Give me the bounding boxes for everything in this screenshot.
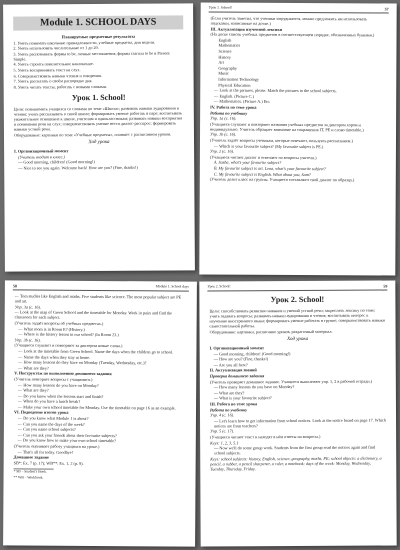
section-title: III. Работа по теме урока [209, 401, 258, 407]
section-line: — Can you name school subjects? [17, 426, 76, 433]
section-line: (Учитель оценивает работу учащихся на уроке.) [13, 443, 100, 450]
section-line: — How are you? (Fine, thanks!) [213, 356, 269, 362]
exercise-text: (Учитель задаёт вопросы ученикам, которые отвечают, пользуясь расписанием.) [209, 137, 353, 144]
subject-item: Science [218, 48, 232, 54]
homework-heading: Домашнее задание [13, 454, 49, 460]
section-line: — Are you all here? [213, 362, 248, 368]
dialogue-line: C. My favourite subject is English. What about you, Sam? [213, 171, 311, 177]
exercise-label: Упр. 2 (с. 16). [209, 148, 235, 154]
section-line: — Nice to see you again. Welcome back! How are you? (Fine, thanks!) [18, 164, 138, 171]
section-title: I. Организационный момент [209, 345, 265, 351]
task-line: — Look at the pictures, please. Match the pictures to the school subjects. [214, 87, 337, 94]
header-left: Урок 1. School! [208, 5, 232, 11]
subject-item: Information Technology [218, 76, 260, 82]
section-subtitle: Работа по учебнику [209, 406, 248, 412]
dialogue-line: A. Sasha, what's your favourite subject? [213, 159, 282, 166]
page-number: 59 [383, 283, 388, 290]
subject-item: History [218, 54, 232, 60]
subject-item: Music [218, 71, 229, 77]
subject-item: Physical Education [218, 82, 251, 88]
page-number: 57 [384, 6, 389, 12]
page-header [209, 6, 389, 14]
section-title: III. Актуализация изученной лексики [210, 26, 283, 32]
text-line: — Tom studies like English and maths. Five students like science. The most popular subject are PE and art. [14, 293, 182, 304]
exercise-text: (Учащиеся читают текст и находят в нём ответы на вопросы.) [210, 433, 321, 440]
header-left: Урок 2. School! [207, 284, 231, 289]
text-line: — Look at the timetable from Green School. Name the days when the children go to school. [18, 348, 174, 355]
section-subtitle: Проверка домашнего задания [209, 373, 265, 379]
exercise-label: Упр. 1b (с. 16). [210, 132, 237, 138]
sample-line: — Mathematics. (Picture A.) Etc. [214, 98, 271, 105]
section-title: V. Инструктаж по выполнению домашнего задания [14, 370, 112, 377]
lesson-intro: Цели: познакомить учащихся со словами по теме «Школа»; развивать навыки аудирования и чтения; учить рассказывать о своей школе; формировать умение работать в паре; воспитывать уважительное отношение к школе, учителям и одноклассникам; развивать навыки восприятия и понимания речи на слух; совершенствовать умение вести диалог-расспрос; формировать навыки устной речи. [13, 105, 183, 132]
lesson-title: Урок 2. School! [270, 294, 325, 305]
section-title: IV. Работа по теме урока [210, 104, 257, 110]
module-title: Module 1. SCHOOL DAYS [13, 15, 183, 30]
page-header [13, 283, 189, 291]
course-heading: Ход урока [88, 139, 110, 146]
goal-item: 7. Уметь рассказать о своём распорядке дня. [13, 78, 93, 84]
section-line: — What is your favourite subject? [213, 395, 272, 401]
section-note: (На доске список учебных предметов в соответствующем порядке, обозначенных буквами.) [210, 31, 375, 38]
text-line: — Look at the map of Green School and the timetable for Monday. Work in pairs and find the classroom for each subject. [14, 309, 173, 321]
section-line: — Make your own school timetable for Monday. Use the timetable on page 16 as an example. [18, 404, 176, 411]
goal-item: 8. Уметь читать тексты, работать с новыми словами. [13, 83, 107, 90]
exercise-text: — Now we'll do some group work. Students from the first group read the notices again and find school subjects. [214, 444, 375, 456]
section-title: II. Актуализация знаний [209, 367, 257, 373]
exercise-label: Упр. 4 (c. 16). [209, 412, 235, 418]
lesson-title: Урок 1. School! [71, 92, 126, 103]
section-subtitle: Работа по учебнику [210, 110, 248, 116]
section-line: — Good morning, children! (Good morning!) [213, 350, 291, 357]
section-line: (Учитель повторяет вопросы с учащимися.) [14, 376, 93, 382]
sample-line: — English. (Picture C.) [214, 93, 254, 99]
section-line: — Can you name the days of the week? [17, 421, 85, 427]
exercise-label: Упр. 1а (с. 16). [210, 115, 237, 121]
section-line: (Учитель проверяет домашнее задание. Учащиеся выполняют упр. 1, 2 в рабочей тетради.) [209, 378, 373, 384]
header-right: Module 1. School days [155, 284, 189, 290]
page-59 [199, 280, 396, 546]
exercise-label: Упр. 3b (c. 16). [14, 337, 41, 343]
exercise-text: (Учащиеся слушают и повторяют названия учебных предметов за диктором хором и индивидуально. Учитель обращает внимание на сокращения IT, PE и слово timetable.) [210, 121, 364, 133]
equipment: Оборудование: картинки по теме «Учебные предметы», планшет с расписанием уроков. [13, 131, 172, 138]
text-line: (Учитель задаёт вопросы об учебных предметах.) [14, 320, 104, 326]
keys-text: Keys: school subjects: history, English, science, geography, maths, PE; school objects: a dictionary, a pencil, a rubber, a pencil sharpener, a ruler, a notebook; days of the week: Monday, Wednesday, Tuesday, Thursday, Friday. [210, 455, 382, 472]
goal-item: 5. Уметь воспринимать текст на слух. [13, 67, 81, 73]
subject-item: English [218, 37, 232, 43]
goal-item: 3. Уметь распознавать формы to be, личные местоимения, формы глагола to be в Present Simple. [13, 50, 170, 62]
footnote: * SB – Student's Book. [13, 469, 47, 474]
section-line: — Do you know what Module 1 is about? [17, 415, 89, 421]
goal-item: 6. Совершенствовать навыки чтения и говорения. [13, 72, 102, 79]
dialogue-line: B. My favourite subject is art. Lena, what's your favourite subject? [213, 165, 326, 172]
subject-item: Mathematics [218, 43, 241, 49]
exercise-text: (Учащиеся читают диалог и отвечают на вопросы учителя.) [209, 154, 317, 160]
question-line: — Which is your favourite subject? (My favourite subject is PE.) [213, 143, 324, 149]
keys-label: Keys: 1, 2, 3, 5.1 [210, 439, 239, 446]
course-heading: Ход урока [287, 336, 309, 343]
section-line: — When do you have a lunch break? [18, 398, 81, 405]
text-line: — How many lessons do they have on Monday (Tuesday, Wednesday, etc.)? [18, 359, 147, 366]
lesson-goals: Цели: способствовать развитию навыков и умений устной речи; закреплять лексику по теме; учить задавать вопросы; развивать навыки аудирования и чтения; воспитывать интерес к изучению иностранного языка; формировать умение работать в группе; совершенствовать навыки самостоятельной работы. [209, 307, 385, 329]
goals-heading: Планируемые предметные результаты [61, 33, 135, 40]
section-line: (Учитель входит в класс.) [18, 153, 65, 160]
homework-text: SB*: Ex. 7 (p. 17); WB**: Ex. 1, 2 (p. 9). [13, 460, 84, 466]
subject-item: Art [218, 59, 225, 65]
text-line: — What room is in Room E? (History.) [18, 325, 85, 332]
goal-item: 4. Уметь строить повелительное наклонение. [13, 61, 94, 68]
section-line: — How many lessons do you have on Monday? [18, 381, 99, 388]
footnote: ** WB – Workbook. [13, 474, 44, 480]
section-title: VI. Подведение итогов урока [13, 409, 69, 416]
section-title: I. Организационный момент [14, 148, 69, 154]
exercise-text: — Let's learn how to get information from school notices. Look at the notice board on page 17. Which notices are from teachers? [214, 417, 386, 429]
section-line: — Good morning, children! (Good morning!) [18, 159, 95, 165]
exercise-label: Упр. 5 (c. 17). [210, 428, 235, 434]
section-line: — How many lessons do you have on Monday? [213, 384, 295, 390]
section-line: — What are they? [213, 389, 245, 396]
page-number: 58 [12, 283, 17, 289]
section-line: — Do you know how to make your own school timetable? [17, 437, 116, 444]
exercise-label: Упр. 3a (c. 16). [14, 304, 41, 310]
section-line: — What are they? [18, 387, 49, 393]
goal-item: 1. Уметь понимать школьные принадлежности, учебные предметы, дни недели. [13, 39, 156, 46]
section-line: — Do you know when the lessons start and finish? [18, 393, 104, 399]
page-58 [3, 280, 197, 546]
section-line: — Can you ask your friends about their favourite subjects? [17, 432, 117, 438]
text-line: (Учащиеся слушают и повторяют за диктором новые слова.) [14, 342, 123, 349]
text-line: — What are they? [18, 365, 49, 371]
text-line: — Where is the history lesson in our school? (In Room 23.) [18, 331, 119, 338]
text-line: — Name the days when they stay at home. [18, 353, 91, 360]
dialogue-note: (Учитель делит класс на группы. Учащиеся составляют свой диалог по образцу.) [209, 176, 355, 183]
intro: (Если учитель заметил, что ученики затрудняются, можно предложить им использовать подсказки, написанные на доске.) [210, 15, 368, 26]
equipment: Оборудование: картинки, расписание уроков, раздаточный материал. [209, 328, 333, 335]
page-56 [3, 3, 195, 271]
subject-item: Geography [218, 65, 237, 71]
goal-item: 2. Уметь использовать числительные от 1 до 20. [13, 45, 99, 51]
section-line: — That's all for today. Goodbye! [17, 449, 74, 455]
page-header [207, 284, 387, 292]
page-57 [199, 2, 396, 275]
